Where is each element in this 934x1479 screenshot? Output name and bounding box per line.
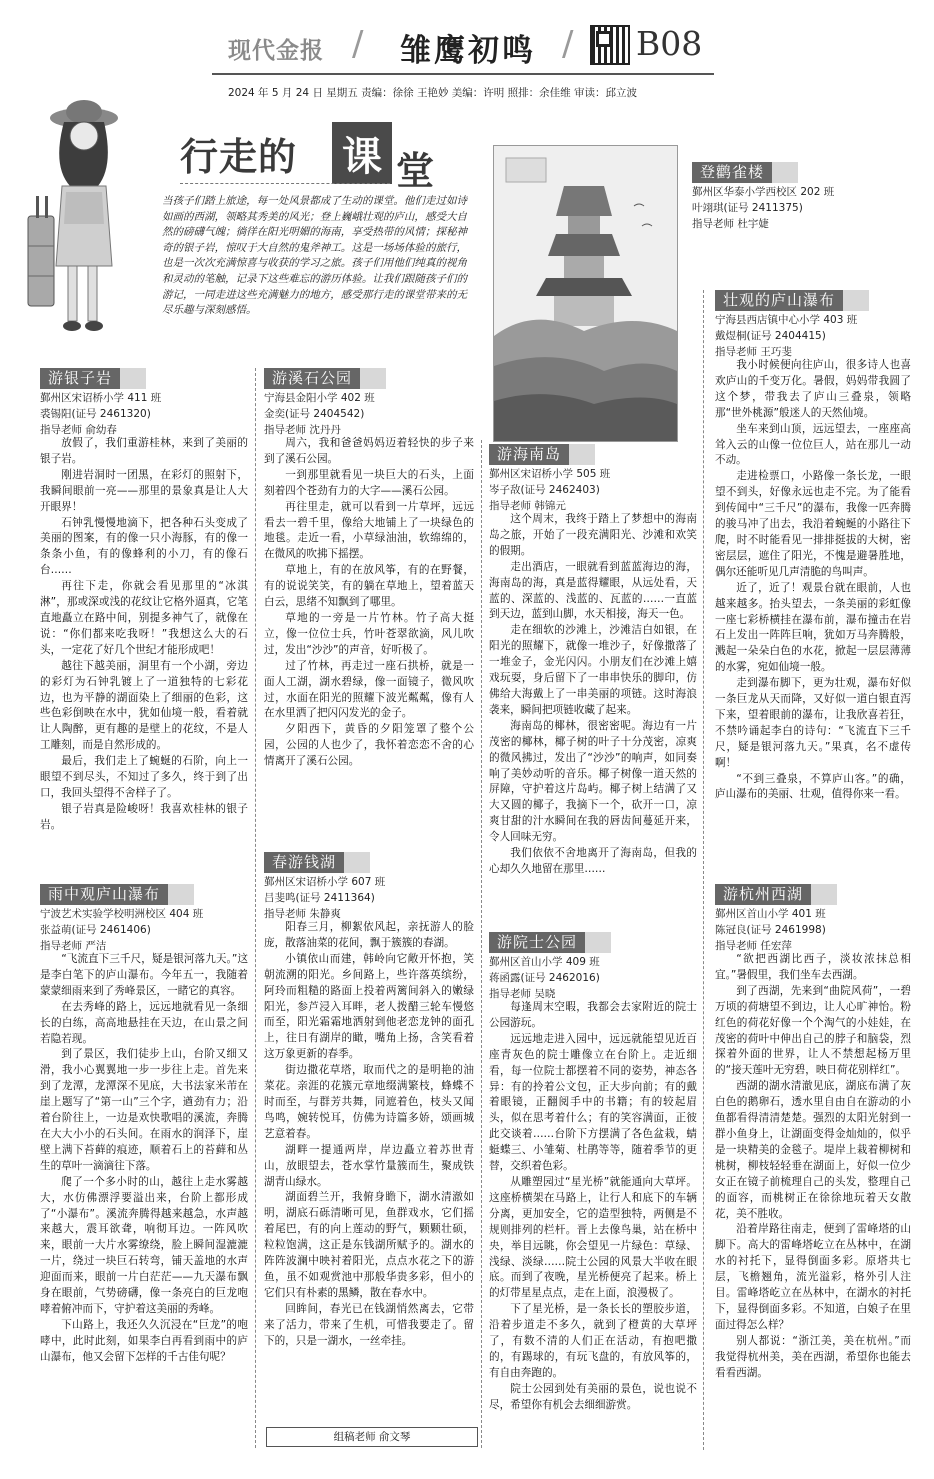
article-title: 游杭州西湖 [715, 884, 837, 905]
newspaper-brand: 现代金报 [228, 38, 324, 64]
article-byline [40, 906, 203, 954]
divider-slash: / [352, 24, 364, 64]
author: 叶翊琪(证号 2411375) [692, 202, 803, 214]
article-title: 游银子岩 [40, 368, 146, 389]
school: 宁海县金阳小学 402 班 [264, 392, 375, 404]
school: 宁波艺术实验学校明洲校区 404 班 [40, 908, 204, 920]
school: 宁海县西店镇中心小学 403 班 [715, 314, 858, 326]
divider-slash: / [562, 24, 574, 64]
article-title: 登鹳雀楼 [692, 162, 798, 183]
article-title: 壮观的庐山瀑布 [715, 290, 869, 311]
article-body: “欲把西湖比西子，淡妆浓抹总相宜。”暑假里，我们坐车去西湖。 到了西湖，先来到“曲院风荷”，一碧万顷的荷塘望不到边，让人心旷神怡。粉红色的荷花好像一个个淘气的小娃娃，在茂密的荷叶中伸出自己的脖子和脑袋，烈探着外面的世界，让人不禁想起杨万里的“接天莲叶无穷碧，映日荷花别样红”。 西湖的湖水清澈见底，湖底布满了灰白色的鹅卵石，透水里自由自在游动的小鱼都看得清清楚楚。强烈的太阳光射到一群小鱼身上，让湖面变得金灿灿的，似乎是一块精美的金毯子。堤岸上栽着柳树和桃树，柳枝轻轻垂在湖面上，好似一位少女正在镜子前梳理自己的头发，整理自己的面容，而桃树正在徐徐地玩着天女散花，美不胜收。 沿着岸路往南走，便到了雷峰塔的山脚下。高大的雷峰塔屹立在丛林中，在湖水的衬托下，显得倒面多彩。原塔共七层，飞檐翘角，流光溢彩，格外引人注目。雷峰塔屹立在丛林中，在湖水的衬托下，显得倒面多彩。不知道，白娘子在里面过得怎么样？ 别人都说：“浙江美，美在杭州。”而我觉得杭州美，美在西湖，希望你也能去看看西湖。 [715, 953, 911, 1379]
dateline: 2024 年 5 月 24 日 星期五 责编：徐徐 王艳妙 美编：许明 照排：余佳维 审读：邱立波 [228, 87, 637, 99]
article-body: 周六，我和爸爸妈妈迈着轻快的步子来到了溪石公园。 一到那里就看见一块巨大的石头，上面刻着四个苍劲有力的大字——溪石公园。 再往里走，就可以看到一片草坪，远远看去一碧千里，像给大地铺上了一块绿色的地毯。走近一看，小草绿油油，软绵绵的，在微风的吹拂下摇摆。 草地上，有的在放风筝，有的在野餐，有的说说笑笑，有的躺在草地上，望着蓝天白云，思绪不知飘到了哪里。 草地的一旁是一片竹林。竹子高大挺立，像一位位士兵，竹叶苍翠欲滴，风儿吹过，发出“沙沙”的声音，好听极了。 过了竹林，再走过一座石拱桥，就是一面人工湖，湖水碧绿，像一面镜子，微风吹过，水面在阳光的照耀下波光粼粼，像有人在水里洒了把闪闪发光的金子。 夕阳西下，黄昏的夕阳笼罩了整个公园，公园的人也少了，我怀着恋恋不舍的心情离开了溪石公园。 [264, 437, 474, 768]
qr-code-icon[interactable] [590, 25, 630, 65]
article-byline [692, 184, 834, 232]
author: 裘锡阳(证号 2461320) [40, 408, 151, 420]
feature-title: 行走的 [180, 135, 298, 179]
teacher: 指导老师 吴晓 [489, 988, 556, 1000]
traveler-girl-illustration [22, 96, 142, 344]
header-rule [212, 73, 714, 75]
school: 鄞州区宋诏桥小学 607 班 [264, 876, 386, 888]
stork-tower-painting [493, 145, 678, 442]
article-title: 游院士公园 [489, 932, 611, 953]
article-byline [715, 312, 857, 360]
feature-title-highlight: 课 [332, 122, 392, 184]
teacher: 指导老师 俞幼春 [40, 424, 117, 436]
column-rule [481, 440, 482, 1448]
article-body: 阳春三月，柳絮依风起，亲抚游人的脸庞，散落油菜的花间，飘于簇簇的春湖。 小镇依山而建，韩岭向它敞开怀抱，笑朝流溯的阳光。乡间路上，些许落英缤纷，阿玲而粗糙的路面上投着两篱间斜入的嫩绿阳光，参芦浸入耳畔，老人拨醋三轮车慢悠而至，阳光霜霜地洒射到他老恋龙钟的面孔上，往日有湖岸的瞰，嘴角上扬，含笑看着这万象更新的春季。 街边撒花草塔，取而代之的是明艳的油菜花。亲涯的花簇元章地缀满繁枝，蜂蝶不时而至，与群芳共舞，同遮着色，枝头又闻鸟鸣，婉转悦耳，仿佛为诗篇多娇，颂画城艺意着春。 湖畔一提通两岸，岸边矗立着苏世青山，放眼望去，苍水掌竹量簇而生，聚成铁湖青山绿水。 湖面碧兰开，我俯身瞻下，湖水清澈如明，湖底石砾清晰可见，鱼群戏水，它们摇着尾巴，有的向上莲动的野气，颗颗壮硕，粒粒饱满，这正是东钱湖所赋予的。湖水的阵阵波澜中映衬着阳光，点点水花之下的游鱼，虽不如观赏池中那般华贵多彩，但小的它们只有朴素的黑鳞，散在春水中。 回眸间，春光已在钱湖悄然离去，它带来了活力，带来了生机，可惜我要走了。留下的，只是一湖水，一丝牵挂。 [264, 921, 474, 1347]
article-byline [264, 874, 385, 922]
article-title: 雨中观庐山瀑布 [40, 884, 194, 905]
article-byline [715, 906, 826, 954]
article-byline [489, 466, 610, 514]
article-byline [264, 390, 375, 438]
school: 鄞州区宋诏桥小学 505 班 [489, 468, 611, 480]
school: 鄞州区宋诏桥小学 411 班 [40, 392, 162, 404]
column-title: 雏鹰初鸣 [400, 33, 536, 69]
article-title: 春游钱湖 [264, 852, 370, 873]
teacher: 指导老师 沈丹丹 [264, 424, 341, 436]
teacher: 指导老师 杜宇婕 [692, 218, 769, 230]
author: 张益萌(证号 2461406) [40, 924, 151, 936]
title-underline [180, 183, 390, 184]
article-byline [489, 954, 600, 1002]
teacher: 指导老师 韩锦元 [489, 500, 566, 512]
article-body: 每逢周末空暇，我都会去家附近的院士公园游玩。 远远地走进入园中，远远就能望见近百座青灰色的院士雕像立在台阶上。走近细看，每一位院士都摆着不同的姿势，神态各异：有的拎着公文包，正大步向前；有的戴着眼镜，正翻阅手中的书籍；有的较起眉头，似在思考着什么；有的笑容满面，正彼此交谈着……台阶下方摆满了各色盆栽，蜻蜓蝶三、小雏菊、杜鹃等等，随着季节的更替，交织着色彩。 从雕塑园过“星光桥”就能通向大草坪。这座桥横架在马路上，让行人和底下的车辆分离，更加安全，它的造型独特，两侧是不规则排列的栏杆。晋上去像鸟巢，站在桥中央，举目远眺，你会望见一片绿色：草绿、浅绿、淡绿……院士公园的风景大半收在眼底。而到了夜晚，星光桥便亮了起来。桥上的灯带星星点点，走在上面，浪漫极了。 下了星光桥，是一条长长的塑胶步道，沿着步道走不多久，就到了橙黄的大草坪了，有数不清的人们正在活动，有抱吧撒的，有踢球的，有玩飞盘的，有放风筝的，有自由奔跑的。 院士公园到处有美丽的景色，说也说不尽，希望你有机会去细细游赏。 [489, 1001, 697, 1411]
teacher: 指导老师 王巧斐 [715, 346, 792, 358]
article-byline [40, 390, 161, 438]
author: 吕斐鸣(证号 2411364) [264, 892, 375, 904]
author: 金奕(证号 2404542) [264, 408, 365, 420]
author: 陈冠良(证号 2461998) [715, 924, 826, 936]
article-body: 我小时候便向往庐山，很多诗人也喜欢庐山的千变万化。暑假，妈妈带我圆了这个梦，带我去了庐山三叠泉，领略那“世外桃源”般迷人的天然仙境。 坐车来到山顶，远远望去，一座座高耸入云的山像一位位巨人，站在那儿一动不动。 走进检票口，小路像一条长龙，一眼望不到头，好像永远也走不完。为了能看到传闻中“三千尺”的瀑布，我像一匹奔腾的骏马冲了出去，我沿着蜿蜒的小路往下爬，时不时能看见一排排挺拔的大树，密密层层，遮住了阳光，不愧是避暑胜地，偶尔还能听见几声清脆的鸟叫声。 近了，近了！观景台就在眼前，人也越来越多。抬头望去，一条美丽的彩虹像一座七彩桥横挂在瀑布前，瀑布撞击在岩石上发出一阵阵巨响，犹如万马奔腾般，溅起一朵朵白色的水花，掀起一层层薄薄的水雾，宛如仙境一般。 走到瀑布脚下，更为壮观，瀑布好似一条巨龙从天而降，又好似一道白银直泻下来，望着眼前的瀑布，让我欣喜若狂，不禁吟诵起李白的诗句：“飞流直下三千尺，疑是银河落九天。”果真，名不虚传啊！ “不到三叠泉，不算庐山客。”的确，庐山瀑布的美丽、壮观，值得你来一看。 [715, 359, 911, 801]
school: 鄞州区华泰小学西校区 202 班 [692, 186, 835, 198]
author: 蒋函露(证号 2462016) [489, 972, 600, 984]
article-body: “飞流直下三千尺，疑是银河落九天。”这是李白笔下的庐山瀑布。今年五一，我随着蒙蒙细雨来到了秀峰景区，一睹它的真容。 在去秀峰的路上，远远地就看见一条细长的白练，高高地悬挂在天边，在山景之间若隐若现。 到了景区，我们徒步上山，台阶又细又滑，我小心翼翼地一步一步往上走。首先来到了龙潭，龙潭深不见底，大书法家米芾在崖上题写了“第一山”三个字，遒劲有力；沿着台阶往上，一边是欢快歌唱的溪流，奔腾在大大小小的石头间。在雨水的润泽下，崖壁上满下苔藓的痕迹，顺着石上的苔藓和丛生的草叶一滴滴往下落。 爬了一个多小时的山，越往上走水雾越大，水仿佛漂浮要溢出来，台阶上都形成了“小瀑布”。溪流奔腾得越来越急，水声越来越大，震耳欲聋，响彻耳边。一阵风吹来，眼前一大片水雾缭绕，脸上瞬间湿漉漉一片，绕过一块巨石转弯，铺天盖地的水声迎面而来，眼前一片白茫茫——九天瀑布飘身在眼前，气势磅礴，像一条亮白的巨龙咆哮着俯冲而下，守护着这美丽的秀峰。 下山路上，我还久久沉浸在“巨龙”的咆哮中，此时此刻，如果李白再看到雨中的庐山瀑布，他又会留下怎样的千古佳句呢？ [40, 953, 248, 1363]
author: 岑子敌(证号 2462403) [489, 484, 600, 496]
article-title: 游溪石公园 [264, 368, 386, 389]
teacher: 指导老师 任宏萍 [715, 940, 792, 952]
column-rule [255, 368, 256, 1448]
author: 戴煜桐(证号 2404415) [715, 330, 826, 342]
editor-credit: 组稿老师 俞文琴 [266, 1427, 478, 1447]
school: 鄞州区首山小学 409 班 [489, 956, 600, 968]
article-title: 游海南岛 [489, 444, 595, 465]
column-rule [703, 290, 704, 1450]
article-body: 这个周末，我终于踏上了梦想中的海南岛之旅，开始了一段充满阳光、沙滩和欢笑的假期。 走出酒店，一眼就看到蓝蓝海边的海，海南岛的海，真是蓝得耀眼，从远处看，天蓝的、深蓝的、浅蓝的、瓦蓝的……一直蓝到天边，蓝到山脚，水天相接，海天一色。 走在细软的沙滩上，沙滩洁白如银，在阳光的照耀下，就像一堆沙子，好像撒落了一堆金子，金光闪闪。小朋友们在沙滩上嬉戏玩耍，身后留下了一串串快乐的脚印，仿佛给大海戴上了一串美丽的项链。这时海浪袭来，瞬间把项链收藏了起来。 海南岛的椰林，很密密呢。海边有一片茂密的椰林，椰子树的叶子十分茂密，凉爽的微风拂过，发出了“沙沙”的响声，如同奏响了美妙动听的音乐。椰子树像一道天然的屏障，守护着这片岛屿。椰子树上结满了又大又圆的椰子，我摘下一个，砍开一口，凉爽甘甜的汁水瞬间在我的唇齿间蔓延开来，令人回味无穷。 我们依依不舍地离开了海南岛，但我的心却久久地留在那里…… [489, 513, 697, 875]
article-body: 放假了，我们重游桂林，来到了美丽的银子岩。 刚进岩洞时一团黑，在彩灯的照射下，我瞬间眼前一亮——那里的景象真是让人大开眼界！ 石钟乳慢慢地滴下，把各种石头变成了美丽的图案，有的像一只小海豚，有的像一条条小鱼，有的像蜂利的小刀，有的像石台…… 再往下走，你就会看见那里的“冰淇淋”，那或深或浅的花纹让它格外逼真，它笔直地矗立在路中间，别提多神气了，就像在说：“你们都来吃我呀！”我想这么大的石头，一定花了好几个世纪才能形成吧！ 越往下越美丽，洞里有一个小湖，旁边的彩灯为石钟乳镀上了一道独特的七彩花边，也为平静的湖面染上了细丽的色彩，这些色彩倒映在水中，犹如仙境一般，看着就让人陶醉，更有趣的是壁上的花纹，不是人工雕刻，而是自然形成的。 最后，我们走上了蜿蜒的石阶，向上一眼望不到尽头，不知过了多久，终于到了出口，我回头望得不舍样子了。 银子岩真是险峻呀！我喜欢桂林的银子岩。 [40, 437, 248, 831]
feature-intro: 当孩子们踏上旅途，每一处风景都成了生动的课堂。他们走过如诗如画的西湖，领略其秀美的风光；登上巍峨壮观的庐山，感受大自然的磅礴气魄；徜徉在阳光明媚的海南，享受热带的风情；探秘神奇的银子岩，惊叹于大自然的鬼斧神工。这是一场场体验的旅行，也是一次次充满惊喜与收获的学习之旅。孩子们用他们纯真的视角和灵动的笔触，记录下这些难忘的游历体验。让我们跟随孩子们的游记，一同走进这些充满魅力的地方，感受那行走的课堂带来的无尽乐趣与深刻感悟。 [162, 195, 467, 317]
teacher: 指导老师 严洁 [40, 940, 107, 952]
school: 鄞州区首山小学 401 班 [715, 908, 826, 920]
teacher: 指导老师 朱静爽 [264, 908, 341, 920]
page-number: B08 [636, 24, 703, 63]
feature-title-end: 堂 [396, 149, 435, 193]
